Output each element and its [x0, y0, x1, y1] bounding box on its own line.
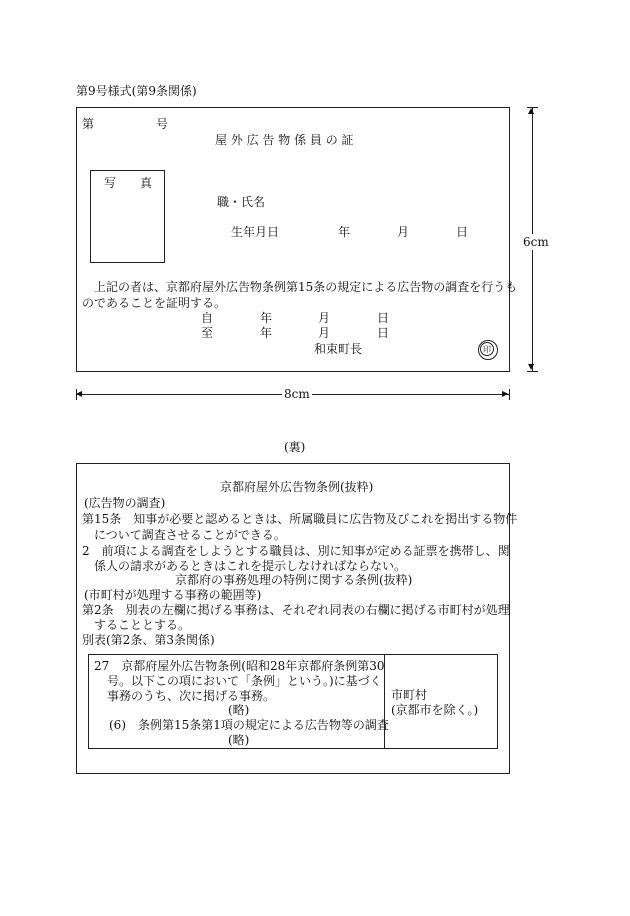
height-label: 6cm [523, 235, 549, 249]
from-month: 月 [318, 311, 331, 325]
article15-2-line1: 2 前項による調査をしようとする職員は、別に知事が定める証票を携帯し、関 [82, 544, 510, 558]
heading-municipal-scope: (市町村が処理する事務の範囲等) [84, 588, 262, 602]
to-day: 日 [377, 326, 390, 340]
to-label: 至 [201, 326, 214, 340]
from-year: 年 [260, 311, 273, 325]
mayor-label: 和束町長 [314, 342, 363, 356]
photo-label: 写 真 [104, 176, 153, 190]
article15-line2: について調査させることができる。 [94, 528, 286, 542]
width-label: 8cm [284, 387, 310, 401]
table-left-line2: 号。以下この項において「条例」という。)に基づく [107, 674, 382, 688]
statement-line1: 上記の者は、京都府屋外広告物条例第15条の規定による広告物の調査を行うも [94, 280, 518, 294]
arrow-up-icon: ▲ [528, 106, 535, 115]
back-title: 京都府屋外広告物条例(抜粋) [220, 480, 374, 494]
article15-2-line2: 係人の請求があるときはこれを提示しなければならない。 [94, 559, 407, 573]
to-month: 月 [318, 326, 331, 340]
article15-line1: 第15条 知事が必要と認めるときは、所属職員に広告物及びこれを掲出する物件 [82, 512, 518, 526]
to-year: 年 [260, 326, 273, 340]
number-dai: 第 [82, 117, 95, 131]
table-label: 別表(第2条、第3条関係) [82, 633, 215, 647]
birth-year: 年 [338, 225, 351, 239]
table-left-line1: 27 京都府屋外広告物条例(昭和28年京都府条例第30 [94, 659, 385, 673]
table-left-omit2: (略) [228, 733, 250, 747]
arrow-right-icon: ▶ [502, 389, 509, 398]
seal-icon: 印 [480, 342, 494, 356]
width-right-tick [509, 389, 510, 400]
article2-line1: 第2条 別表の左欄に掲げる事務は、それぞれ同表の右欄に掲げる市町村が処理 [82, 603, 510, 617]
back-subtitle: 京都府の事務処理の特例に関する条例(抜粋) [175, 573, 413, 587]
back-label: (裏) [284, 440, 306, 454]
form-number: 第9号様式(第9条関係) [76, 84, 197, 98]
name-label: 職・氏名 [217, 195, 266, 209]
heading-ad-survey: (広告物の調査) [84, 496, 166, 510]
statement-line2: のであることを証明する。 [82, 296, 227, 310]
birth-month: 月 [397, 225, 410, 239]
height-bottom-tick [527, 371, 538, 372]
birth-day: 日 [456, 225, 469, 239]
birth-label: 生年月日 [231, 225, 280, 239]
from-label: 自 [201, 311, 214, 325]
table-left-line3: 事務のうち、次に掲げる事務。 [107, 689, 276, 703]
table-right-line2: (京都市を除く。) [391, 703, 479, 717]
table-left-item6: (6) 条例第15条第1項の規定による広告物等の調査 [109, 718, 389, 732]
table-left-omit1: (略) [228, 703, 250, 717]
arrow-left-icon: ◀ [76, 389, 83, 398]
article2-line2: することとする。 [94, 618, 191, 632]
table-right-line1: 市町村 [391, 688, 428, 702]
card-title: 屋 外 広 告 物 係 員 の 証 [215, 133, 354, 147]
number-go: 号 [156, 117, 169, 131]
arrow-down-icon: ▼ [528, 362, 535, 371]
from-day: 日 [377, 311, 390, 325]
